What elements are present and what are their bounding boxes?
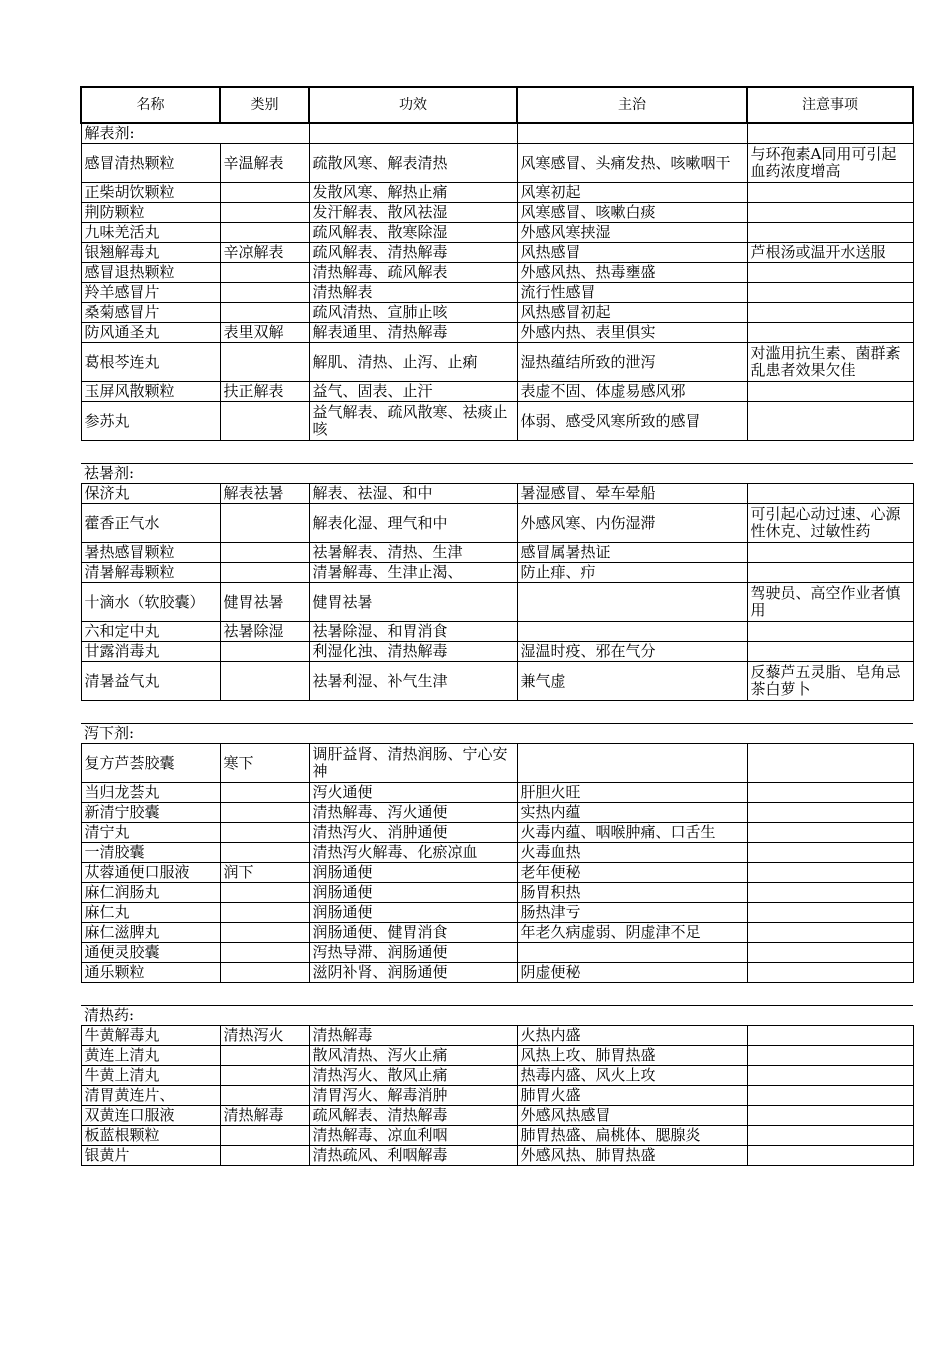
table-row bbox=[81, 943, 913, 963]
cell-category: 清热解毒 bbox=[220, 1106, 309, 1126]
cell-indication: 肺胃热盛、扁桃体、腮腺炎 bbox=[517, 1126, 747, 1146]
cell-note bbox=[747, 1146, 913, 1166]
cell-indication: 风热感冒 bbox=[517, 243, 747, 263]
table-row bbox=[81, 583, 913, 622]
table-row bbox=[81, 144, 913, 183]
section-title: 清热药: bbox=[81, 1006, 913, 1026]
header-category: 类别 bbox=[220, 87, 309, 123]
table-row bbox=[81, 783, 913, 803]
cell-effect: 润肠通便 bbox=[309, 863, 517, 883]
cell-effect: 滋阴补肾、润肠通便 bbox=[309, 963, 517, 983]
header-row bbox=[81, 87, 913, 123]
cell-indication: 兼气虚 bbox=[517, 662, 747, 701]
cell-name: 六和定中丸 bbox=[81, 622, 220, 642]
cell-name: 通乐颗粒 bbox=[81, 963, 220, 983]
cell-name: 牛黄解毒丸 bbox=[81, 1026, 220, 1046]
section-title-row bbox=[81, 1006, 913, 1026]
cell-note bbox=[747, 883, 913, 903]
empty-cell bbox=[747, 123, 913, 144]
cell-category bbox=[220, 1146, 309, 1166]
cell-note bbox=[747, 622, 913, 642]
table-row bbox=[81, 243, 913, 263]
cell-category bbox=[220, 783, 309, 803]
cell-indication: 外感内热、表里俱实 bbox=[517, 323, 747, 343]
header-name: 名称 bbox=[81, 87, 220, 123]
cell-category: 表里双解 bbox=[220, 323, 309, 343]
cell-indication: 肠热津亏 bbox=[517, 903, 747, 923]
cell-name: 板蓝根颗粒 bbox=[81, 1126, 220, 1146]
cell-indication: 阴虚便秘 bbox=[517, 963, 747, 983]
cell-indication: 风热上攻、肺胃热盛 bbox=[517, 1046, 747, 1066]
cell-name: 参苏丸 bbox=[81, 402, 220, 441]
cell-name: 麻仁丸 bbox=[81, 903, 220, 923]
cell-effect: 益气、固表、止汗 bbox=[309, 382, 517, 402]
cell-category: 清热泻火 bbox=[220, 1026, 309, 1046]
cell-name: 九味羌活丸 bbox=[81, 223, 220, 243]
cell-note bbox=[747, 283, 913, 303]
cell-effect: 解表化湿、理气和中 bbox=[309, 504, 517, 543]
cell-indication: 外感风热、肺胃热盛 bbox=[517, 1146, 747, 1166]
cell-indication bbox=[517, 583, 747, 622]
cell-note bbox=[747, 223, 913, 243]
cell-effect: 解肌、清热、止泻、止痢 bbox=[309, 343, 517, 382]
cell-name: 清暑解毒颗粒 bbox=[81, 563, 220, 583]
cell-name: 清暑益气丸 bbox=[81, 662, 220, 701]
table-row bbox=[81, 843, 913, 863]
cell-name: 感冒退热颗粒 bbox=[81, 263, 220, 283]
cell-note bbox=[747, 1086, 913, 1106]
cell-indication: 热毒内盛、风火上攻 bbox=[517, 1066, 747, 1086]
cell-note bbox=[747, 563, 913, 583]
cell-category bbox=[220, 963, 309, 983]
cell-effect: 利湿化浊、清热解毒 bbox=[309, 642, 517, 662]
table-row bbox=[81, 223, 913, 243]
table-row bbox=[81, 923, 913, 943]
cell-indication: 体弱、感受风寒所致的感冒 bbox=[517, 402, 747, 441]
cell-category: 辛温解表 bbox=[220, 144, 309, 183]
cell-note bbox=[747, 1026, 913, 1046]
cell-category bbox=[220, 203, 309, 223]
cell-name: 通便灵胶囊 bbox=[81, 943, 220, 963]
cell-note bbox=[747, 263, 913, 283]
cell-note: 可引起心动过速、心源性休克、过敏性药 bbox=[747, 504, 913, 543]
cell-indication: 老年便秘 bbox=[517, 863, 747, 883]
cell-category: 寒下 bbox=[220, 744, 309, 783]
cell-name: 十滴水（软胶囊） bbox=[81, 583, 220, 622]
cell-category bbox=[220, 263, 309, 283]
cell-effect: 清胃泻火、解毒消肿 bbox=[309, 1086, 517, 1106]
cell-category bbox=[220, 843, 309, 863]
cell-indication: 肝胆火旺 bbox=[517, 783, 747, 803]
cell-indication: 风热感冒初起 bbox=[517, 303, 747, 323]
cell-effect: 清暑解毒、生津止渴、 bbox=[309, 563, 517, 583]
cell-name: 新清宁胶囊 bbox=[81, 803, 220, 823]
table-row bbox=[81, 183, 913, 203]
cell-effect: 祛暑利湿、补气生津 bbox=[309, 662, 517, 701]
cell-name: 一清胶囊 bbox=[81, 843, 220, 863]
cell-indication: 火毒血热 bbox=[517, 843, 747, 863]
table-row bbox=[81, 303, 913, 323]
cell-note bbox=[747, 642, 913, 662]
table-row bbox=[81, 642, 913, 662]
cell-note bbox=[747, 823, 913, 843]
cell-effect: 泻火通便 bbox=[309, 783, 517, 803]
table-row bbox=[81, 283, 913, 303]
cell-effect: 疏散风寒、解表清热 bbox=[309, 144, 517, 183]
cell-indication: 肺胃火盛 bbox=[517, 1086, 747, 1106]
table-row bbox=[81, 323, 913, 343]
cell-effect: 发汗解表、散风祛湿 bbox=[309, 203, 517, 223]
cell-effect: 润肠通便、健胃消食 bbox=[309, 923, 517, 943]
cell-effect: 清热泻火、散风止痛 bbox=[309, 1066, 517, 1086]
cell-indication: 湿温时疫、邪在气分 bbox=[517, 642, 747, 662]
table-row bbox=[81, 504, 913, 543]
cell-note bbox=[747, 744, 913, 783]
cell-name: 葛根芩连丸 bbox=[81, 343, 220, 382]
cell-effect: 清热疏风、利咽解毒 bbox=[309, 1146, 517, 1166]
cell-effect: 清热解毒、泻火通便 bbox=[309, 803, 517, 823]
cell-effect: 散风清热、泻火止痛 bbox=[309, 1046, 517, 1066]
table-row bbox=[81, 662, 913, 701]
table-row bbox=[81, 803, 913, 823]
table-row bbox=[81, 382, 913, 402]
table-row bbox=[81, 1086, 913, 1106]
cell-category: 润下 bbox=[220, 863, 309, 883]
cell-name: 苁蓉通便口服液 bbox=[81, 863, 220, 883]
section-title: 泻下剂: bbox=[81, 724, 913, 744]
cell-indication: 防止痱、疖 bbox=[517, 563, 747, 583]
table-row bbox=[81, 903, 913, 923]
cell-effect: 健胃祛暑 bbox=[309, 583, 517, 622]
cell-note: 反藜芦五灵脂、皂角忌茶白萝卜 bbox=[747, 662, 913, 701]
table-row bbox=[81, 203, 913, 223]
cell-name: 羚羊感冒片 bbox=[81, 283, 220, 303]
cell-name: 保济丸 bbox=[81, 484, 220, 504]
cell-name: 藿香正气水 bbox=[81, 504, 220, 543]
table-row bbox=[81, 343, 913, 382]
section-title-row bbox=[81, 464, 913, 484]
cell-name: 感冒清热颗粒 bbox=[81, 144, 220, 183]
cell-effect: 疏风解表、散寒除湿 bbox=[309, 223, 517, 243]
header-indication: 主治 bbox=[517, 87, 747, 123]
cell-name: 防风通圣丸 bbox=[81, 323, 220, 343]
cell-effect: 泻热导滞、润肠通便 bbox=[309, 943, 517, 963]
cell-name: 当归龙荟丸 bbox=[81, 783, 220, 803]
cell-indication: 外感风寒、内伤湿滞 bbox=[517, 504, 747, 543]
cell-effect: 疏风解表、清热解毒 bbox=[309, 1106, 517, 1126]
cell-category bbox=[220, 543, 309, 563]
cell-category bbox=[220, 1066, 309, 1086]
cell-indication: 流行性感冒 bbox=[517, 283, 747, 303]
cell-category bbox=[220, 883, 309, 903]
cell-indication: 年老久病虚弱、阴虚津不足 bbox=[517, 923, 747, 943]
cell-effect: 调肝益肾、清热润肠、宁心安神 bbox=[309, 744, 517, 783]
cell-note: 对滥用抗生素、菌群紊乱患者效果欠佳 bbox=[747, 343, 913, 382]
cell-note bbox=[747, 803, 913, 823]
cell-effect: 祛暑除湿、和胃消食 bbox=[309, 622, 517, 642]
table-row bbox=[81, 883, 913, 903]
cell-effect: 清热解毒、凉血利咽 bbox=[309, 1126, 517, 1146]
empty-cell bbox=[517, 123, 747, 144]
cell-category bbox=[220, 662, 309, 701]
cell-effect: 疏风清热、宣肺止咳 bbox=[309, 303, 517, 323]
header-notes: 注意事项 bbox=[747, 87, 913, 123]
cell-name: 正柴胡饮颗粒 bbox=[81, 183, 220, 203]
cell-name: 双黄连口服液 bbox=[81, 1106, 220, 1126]
cell-name: 暑热感冒颗粒 bbox=[81, 543, 220, 563]
cell-note bbox=[747, 923, 913, 943]
cell-category: 扶正解表 bbox=[220, 382, 309, 402]
table-row bbox=[81, 1066, 913, 1086]
cell-indication: 肠胃积热 bbox=[517, 883, 747, 903]
cell-category bbox=[220, 823, 309, 843]
section-gap bbox=[81, 701, 913, 724]
table-row bbox=[81, 484, 913, 504]
cell-name: 复方芦荟胶囊 bbox=[81, 744, 220, 783]
cell-indication: 外感风热、热毒壅盛 bbox=[517, 263, 747, 283]
table-row bbox=[81, 1126, 913, 1146]
cell-name: 牛黄上清丸 bbox=[81, 1066, 220, 1086]
table-row bbox=[81, 863, 913, 883]
header-effect: 功效 bbox=[309, 87, 517, 123]
table-row bbox=[81, 563, 913, 583]
table-row bbox=[81, 823, 913, 843]
cell-category bbox=[220, 183, 309, 203]
cell-effect: 清热解毒、疏风解表 bbox=[309, 263, 517, 283]
cell-effect: 清热泻火解毒、化瘀凉血 bbox=[309, 843, 517, 863]
table-row bbox=[81, 963, 913, 983]
cell-note: 芦根汤或温开水送服 bbox=[747, 243, 913, 263]
cell-effect: 祛暑解表、清热、生津 bbox=[309, 543, 517, 563]
cell-indication: 表虚不固、体虚易感风邪 bbox=[517, 382, 747, 402]
cell-category bbox=[220, 943, 309, 963]
table-row bbox=[81, 1046, 913, 1066]
cell-note bbox=[747, 863, 913, 883]
cell-effect: 清热解表 bbox=[309, 283, 517, 303]
cell-note bbox=[747, 543, 913, 563]
section-title: 解表剂: bbox=[81, 123, 309, 144]
cell-note bbox=[747, 963, 913, 983]
cell-indication: 火毒内蕴、咽喉肿痛、口舌生 bbox=[517, 823, 747, 843]
cell-category bbox=[220, 1126, 309, 1146]
section-title-row bbox=[81, 123, 913, 144]
cell-name: 清宁丸 bbox=[81, 823, 220, 843]
medicine-table bbox=[80, 86, 914, 1166]
cell-category bbox=[220, 402, 309, 441]
cell-indication: 外感风热感冒 bbox=[517, 1106, 747, 1126]
cell-note bbox=[747, 1106, 913, 1126]
cell-category bbox=[220, 563, 309, 583]
cell-category bbox=[220, 303, 309, 323]
cell-note: 驾驶员、高空作业者慎用 bbox=[747, 583, 913, 622]
cell-indication: 风寒感冒、咳嗽白痰 bbox=[517, 203, 747, 223]
cell-indication bbox=[517, 744, 747, 783]
cell-indication: 外感风寒挟湿 bbox=[517, 223, 747, 243]
medicine-sheet bbox=[80, 86, 912, 1166]
cell-effect: 发散风寒、解热止痛 bbox=[309, 183, 517, 203]
cell-category: 解表祛暑 bbox=[220, 484, 309, 504]
cell-name: 桑菊感冒片 bbox=[81, 303, 220, 323]
cell-note bbox=[747, 943, 913, 963]
cell-category: 祛暑除湿 bbox=[220, 622, 309, 642]
cell-effect: 清热泻火、消肿通便 bbox=[309, 823, 517, 843]
section-title-row bbox=[81, 724, 913, 744]
section-gap bbox=[81, 441, 913, 464]
cell-name: 清胃黄连片、 bbox=[81, 1086, 220, 1106]
cell-name: 麻仁润肠丸 bbox=[81, 883, 220, 903]
cell-category bbox=[220, 1086, 309, 1106]
empty-cell bbox=[309, 123, 517, 144]
table-row bbox=[81, 744, 913, 783]
cell-category bbox=[220, 343, 309, 382]
cell-note bbox=[747, 1126, 913, 1146]
table-row bbox=[81, 543, 913, 563]
cell-indication: 感冒属暑热证 bbox=[517, 543, 747, 563]
section-title: 祛暑剂: bbox=[81, 464, 913, 484]
cell-category: 健胃祛暑 bbox=[220, 583, 309, 622]
cell-indication bbox=[517, 622, 747, 642]
cell-name: 玉屏风散颗粒 bbox=[81, 382, 220, 402]
cell-category bbox=[220, 504, 309, 543]
cell-effect: 疏风解表、清热解毒 bbox=[309, 243, 517, 263]
table-row bbox=[81, 1026, 913, 1046]
cell-category bbox=[220, 803, 309, 823]
cell-effect: 益气解表、疏风散寒、祛痰止咳 bbox=[309, 402, 517, 441]
cell-note bbox=[747, 484, 913, 504]
cell-indication: 实热内蕴 bbox=[517, 803, 747, 823]
table-row bbox=[81, 1146, 913, 1166]
cell-note bbox=[747, 203, 913, 223]
cell-note bbox=[747, 903, 913, 923]
cell-note bbox=[747, 303, 913, 323]
cell-effect: 解表通里、清热解毒 bbox=[309, 323, 517, 343]
cell-name: 荆防颗粒 bbox=[81, 203, 220, 223]
table-row bbox=[81, 1106, 913, 1126]
cell-effect: 润肠通便 bbox=[309, 903, 517, 923]
cell-note bbox=[747, 382, 913, 402]
cell-note bbox=[747, 402, 913, 441]
section-gap bbox=[81, 983, 913, 1006]
cell-indication: 暑湿感冒、晕车晕船 bbox=[517, 484, 747, 504]
cell-note bbox=[747, 183, 913, 203]
cell-note: 与环孢素A同用可引起血药浓度增高 bbox=[747, 144, 913, 183]
cell-effect: 清热解毒 bbox=[309, 1026, 517, 1046]
cell-name: 黄连上清丸 bbox=[81, 1046, 220, 1066]
table-row bbox=[81, 622, 913, 642]
cell-category bbox=[220, 903, 309, 923]
cell-category bbox=[220, 642, 309, 662]
cell-indication: 火热内盛 bbox=[517, 1026, 747, 1046]
cell-name: 甘露消毒丸 bbox=[81, 642, 220, 662]
cell-effect: 润肠通便 bbox=[309, 883, 517, 903]
cell-category bbox=[220, 923, 309, 943]
cell-name: 银黄片 bbox=[81, 1146, 220, 1166]
cell-indication: 风寒初起 bbox=[517, 183, 747, 203]
cell-indication bbox=[517, 943, 747, 963]
cell-note bbox=[747, 1066, 913, 1086]
cell-note bbox=[747, 843, 913, 863]
cell-category bbox=[220, 223, 309, 243]
cell-name: 麻仁滋脾丸 bbox=[81, 923, 220, 943]
cell-name: 银翘解毒丸 bbox=[81, 243, 220, 263]
cell-category bbox=[220, 1046, 309, 1066]
cell-note bbox=[747, 1046, 913, 1066]
cell-note bbox=[747, 323, 913, 343]
cell-indication: 风寒感冒、头痛发热、咳嗽咽干 bbox=[517, 144, 747, 183]
cell-category: 辛凉解表 bbox=[220, 243, 309, 263]
table-row bbox=[81, 263, 913, 283]
cell-note bbox=[747, 783, 913, 803]
table-row bbox=[81, 402, 913, 441]
cell-effect: 解表、祛湿、和中 bbox=[309, 484, 517, 504]
cell-category bbox=[220, 283, 309, 303]
cell-indication: 湿热蕴结所致的泄泻 bbox=[517, 343, 747, 382]
